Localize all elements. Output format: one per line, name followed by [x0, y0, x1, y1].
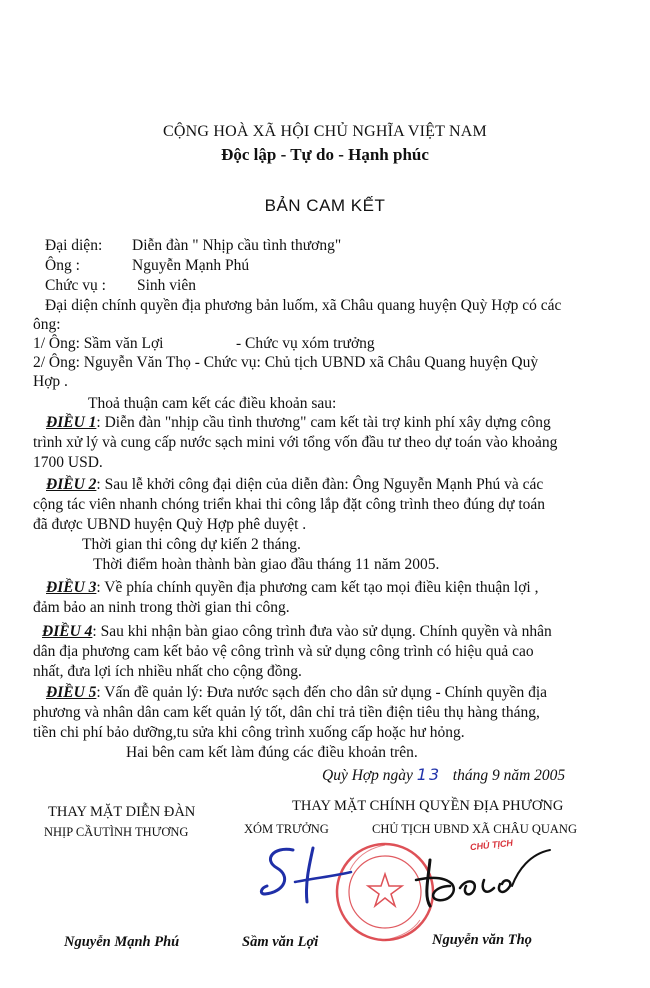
article-1-line3: 1700 USD.: [33, 454, 103, 471]
member-1-role: - Chức vụ xóm trưởng: [236, 335, 375, 352]
document-title: BẢN CAM KẾT: [264, 196, 386, 215]
signer-name-left: Nguyễn Mạnh Phú: [64, 934, 180, 950]
village-head-title: XÓM TRƯỞNG: [244, 822, 329, 836]
stamp-label: CHỦ TỊCH: [469, 837, 514, 853]
left-signature-subheading: NHỊP CẦUTÌNH THƯƠNG: [44, 825, 189, 839]
article-3-label: ĐIỀU 3: [46, 579, 97, 596]
left-signature-heading: THAY MẶT DIỄN ĐÀN: [48, 804, 196, 820]
article-2-line1: ĐIỀU 2: Sau lễ khởi công đại diện của diễn đàn: Ông Nguyễn Mạnh Phú và các: [46, 476, 544, 493]
member-1-name: 1/ Ông: Sầm văn Lợi: [33, 335, 164, 352]
motto-heading: Độc lập - Tự do - Hạnh phúc: [221, 145, 429, 164]
article-2-line5: Thời điểm hoàn thành bàn giao đầu tháng 11 năm 2005.: [93, 556, 440, 573]
article-4-label: ĐIỀU 4: [42, 623, 93, 640]
chairman-signature: [400, 840, 560, 920]
article-5-line2: phương và nhân dân cam kết quản lý tốt, dân chỉ trả tiền điện tiêu thụ hàng tháng,: [33, 704, 540, 721]
position-label: Chức vụ :: [45, 277, 106, 294]
chairman-title: CHỦ TỊCH UBND XÃ CHÂU QUANG: [372, 822, 577, 836]
village-head-signature: [255, 842, 355, 912]
article-4-line1: ĐIỀU 4: Sau khi nhận bàn giao công trình đưa vào sử dụng. Chính quyền và nhân: [42, 623, 552, 640]
article-5-label: ĐIỀU 5: [46, 684, 97, 701]
date-suffix: tháng 9 năm 2005: [452, 767, 566, 784]
date-day-handwritten: 13: [416, 765, 442, 784]
date-line: [322, 765, 565, 785]
person-label: Ông :: [45, 257, 80, 274]
article-3-line1: ĐIỀU 3: Về phía chính quyền địa phương cam kết tạo mọi điều kiện thuận lợi ,: [46, 579, 539, 596]
article-1-line1: ĐIỀU 1: Diễn đàn "nhịp cầu tình thương" cam kết tài trợ kinh phí xây dựng công: [46, 414, 551, 431]
member-2-line2: Hợp .: [33, 373, 68, 390]
article-4-line2: dân địa phương cam kết bảo vệ công trình và sử dụng công trình có hiệu quả cao: [33, 643, 534, 660]
local-intro-line1: Đại diện chính quyền địa phương bản luốm, xã Châu quang huyện Quỳ Hợp có các: [45, 297, 562, 314]
person-value: Nguyễn Mạnh Phú: [132, 257, 250, 274]
article-5-line3: tiền chi phí bảo dưỡng,tu sửa khi công trình xuống cấp hoặc hư hỏng.: [33, 724, 465, 741]
article-5-line1: ĐIỀU 5: Vấn đề quản lý: Đưa nước sạch đến cho dân sử dụng - Chính quyền địa: [46, 684, 548, 701]
country-heading: CỘNG HOÀ XÃ HỘI CHỦ NGHĨA VIỆT NAM: [163, 123, 487, 140]
agreement-intro: Thoả thuận cam kết các điều khoản sau:: [88, 395, 337, 412]
signer-name-middle: Sầm văn Lợi: [242, 934, 319, 950]
signer-name-right: Nguyễn văn Thọ: [432, 932, 532, 948]
right-signature-heading: THAY MẶT CHÍNH QUYỀN ĐỊA PHƯƠNG: [292, 798, 564, 814]
position-value: Sinh viên: [137, 277, 196, 294]
article-2-label: ĐIỀU 2: [46, 476, 97, 493]
article-3-line2: đảm bảo an ninh trong thời gian thi công.: [33, 599, 290, 616]
article-2-line3: đã được UBND huyện Quỳ Hợp phê duyệt .: [33, 516, 307, 533]
article-2-line2: cộng tác viên nhanh chóng triển khai thi công lắp đặt công trình theo đúng dự toán: [33, 496, 546, 513]
date-prefix: Quỳ Hợp ngày: [322, 767, 413, 784]
article-1-line2: trình xử lý và cung cấp nước sạch mini với tổng vốn đầu tư theo dự toán vào khoảng: [33, 434, 558, 451]
rep-label: Đại diện:: [45, 237, 103, 254]
rep-value: Diễn đàn " Nhịp cầu tình thương": [132, 237, 342, 254]
article-2-line4: Thời gian thi công dự kiến 2 tháng.: [82, 536, 301, 553]
local-intro-line2: ông:: [33, 316, 61, 333]
article-4-line3: nhất, đưa lợi ích nhiều nhất cho cộng đồng.: [33, 663, 302, 680]
article-1-label: ĐIỀU 1: [46, 414, 97, 431]
closing-statement: Hai bên cam kết làm đúng các điều khoản trên.: [126, 744, 418, 761]
member-2-line1: 2/ Ông: Nguyễn Văn Thọ - Chức vụ: Chủ tịch UBND xã Châu Quang huyện Quỳ: [33, 354, 539, 371]
